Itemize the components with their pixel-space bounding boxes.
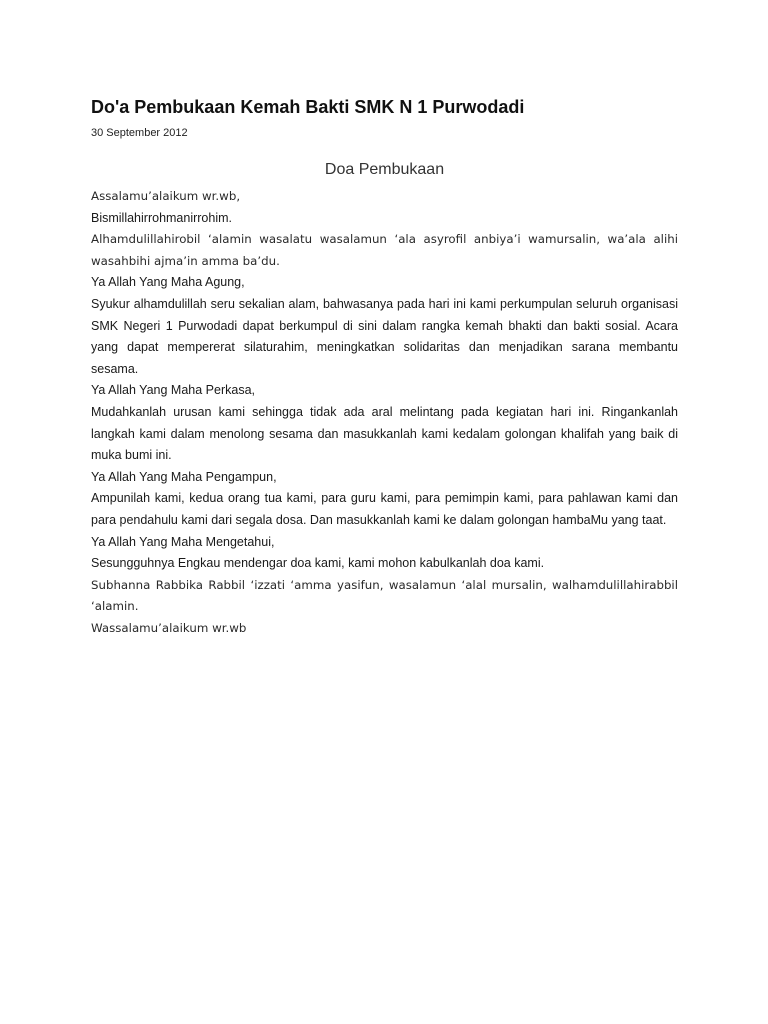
paragraph: Assalamu’alaikum wr.wb, (91, 189, 241, 203)
paragraph: Sesungguhnya Engkau mendengar doa kami, kami mohon kabulkanlah doa kami. (91, 556, 545, 571)
document (91, 92, 678, 639)
document-date: 30 September 2012 (91, 127, 188, 139)
paragraph: Ya Allah Yang Maha Pengampun, (91, 469, 277, 484)
paragraph: Syukur alhamdulillah seru sekalian alam, bahwasanya pada hari ini kami perkumpulan seluruh organisasi SMK Negeri 1 Purwodadi dapat berkumpul di sini dalam rangka kemah bhakti dan bakti sosial. Acara yang dapat mempererat silaturahim, meningkatkan solidaritas dan menjadikan sarana membantu sesama. (91, 296, 678, 376)
paragraph: Alhamdulillahirobil ‘alamin wasalatu wasalamun ‘ala asyrofil anbiya’i wamursalin, wa’ala alihi wasahbihi ajma’in amma ba’du. (91, 232, 678, 268)
paragraph: Ampunilah kami, kedua orang tua kami, para guru kami, para pemimpin kami, para pahlawan kami dan para pendahulu kami dari segala dosa. Dan masukkanlah kami ke dalam golongan hambaMu yang taat. (91, 491, 678, 527)
paragraph: Ya Allah Yang Maha Agung, (91, 275, 245, 290)
document-body (91, 186, 678, 639)
paragraph: Bismillahirrohmanirrohim. (91, 210, 233, 225)
paragraph: Wassalamu’alaikum wr.wb (91, 620, 247, 635)
document-title: Do'a Pembukaan Kemah Bakti SMK N 1 Purwodadi (91, 97, 525, 117)
section-heading: Doa Pembukaan (324, 161, 445, 178)
paragraph: Subhanna Rabbika Rabbil ‘izzati ‘amma yasifun, wasalamun ‘alal mursalin, walhamdulillahirabbil ‘alamin. (91, 577, 678, 614)
paragraph: Mudahkanlah urusan kami sehingga tidak ada aral melintang pada kegiatan hari ini. Ringankanlah langkah kami dalam menolong sesama dan masukkanlah kami kedalam golongan khalifah yang baik di muka bumi ini. (91, 404, 678, 463)
paragraph: Ya Allah Yang Maha Perkasa, (91, 383, 255, 398)
paragraph: Ya Allah Yang Maha Mengetahui, (91, 534, 275, 549)
